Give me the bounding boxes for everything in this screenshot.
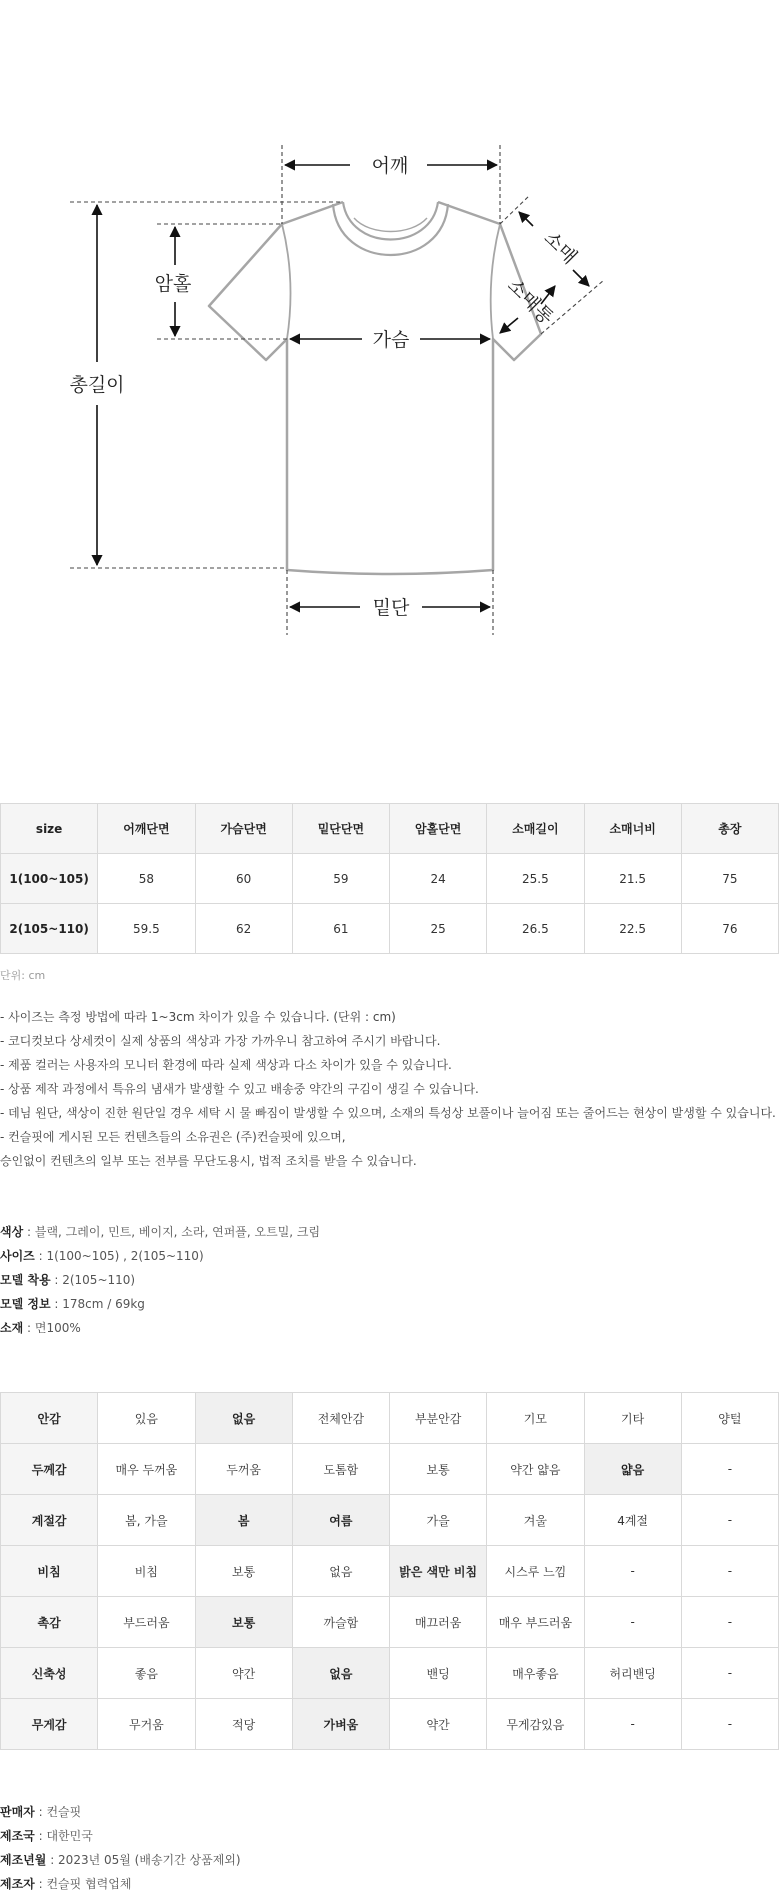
info-value: : 컨슬핏 협력업체 xyxy=(34,1877,132,1891)
tshirt-size-diagram xyxy=(0,0,780,800)
feel-label-cell: 비침 xyxy=(1,1546,98,1597)
feel-option-cell-selected: 밝은 색만 비침 xyxy=(390,1546,487,1597)
feel-option-cell: 있음 xyxy=(98,1393,195,1444)
table-row xyxy=(1,1495,779,1546)
table-row xyxy=(1,1597,779,1648)
size-table-header xyxy=(1,804,779,854)
feel-option-cell: 매우 두꺼움 xyxy=(98,1444,195,1495)
size-value-cell: 59 xyxy=(292,854,389,904)
feel-option-cell: 4계절 xyxy=(584,1495,681,1546)
feel-label-cell: 촉감 xyxy=(1,1597,98,1648)
size-value-cell: 26.5 xyxy=(487,904,584,954)
tshirt-outline xyxy=(209,202,541,574)
size-name-cell: 2(105~110) xyxy=(1,904,98,954)
info-line xyxy=(0,1824,241,1848)
label-hem: 밑단 xyxy=(372,597,410,619)
feel-option-cell: 매끄러움 xyxy=(390,1597,487,1648)
feel-option-cell: 까슬함 xyxy=(292,1597,389,1648)
feel-option-cell: 보통 xyxy=(195,1546,292,1597)
size-value-cell: 24 xyxy=(390,854,487,904)
feel-option-cell-selected: 가벼움 xyxy=(292,1699,389,1750)
label-total-length: 총길이 xyxy=(69,374,125,396)
feel-option-cell-selected: 없음 xyxy=(292,1648,389,1699)
label-chest: 가슴 xyxy=(372,329,410,351)
feel-option-cell: 비침 xyxy=(98,1546,195,1597)
feel-option-cell-selected: 봄 xyxy=(195,1495,292,1546)
feel-option-cell: 부드러움 xyxy=(98,1597,195,1648)
table-row xyxy=(1,854,779,904)
size-value-cell: 22.5 xyxy=(584,904,681,954)
size-value-cell: 21.5 xyxy=(584,854,681,904)
size-header-cell: size xyxy=(1,804,98,854)
info-value: : 블랙, 그레이, 민트, 베이지, 소라, 연퍼플, 오트밀, 크림 xyxy=(23,1225,321,1239)
size-value-cell: 25.5 xyxy=(487,854,584,904)
feel-option-cell: 약간 xyxy=(195,1648,292,1699)
feel-label-cell: 두께감 xyxy=(1,1444,98,1495)
feel-option-cell: 양털 xyxy=(681,1393,778,1444)
size-header-cell: 암홀단면 xyxy=(390,804,487,854)
feel-option-cell-selected: 여름 xyxy=(292,1495,389,1546)
table-row xyxy=(1,1699,779,1750)
note-line: - 데님 원단, 색상이 진한 원단일 경우 세탁 시 물 빠짐이 발생할 수 있으며, 소재의 특성상 보풀이나 늘어짐 또는 줄어드는 현상이 발생할 수 있습니다. xyxy=(0,1106,776,1120)
table-row xyxy=(1,1444,779,1495)
feel-option-cell: 매우좋음 xyxy=(487,1648,584,1699)
info-value: : 2(105~110) xyxy=(50,1273,136,1287)
feel-option-cell: 좋음 xyxy=(98,1648,195,1699)
feel-option-cell: - xyxy=(681,1597,778,1648)
feel-option-cell: 약간 얇음 xyxy=(487,1444,584,1495)
info-line xyxy=(0,1244,320,1268)
info-value: : 1(100~105) , 2(105~110) xyxy=(34,1249,204,1263)
info-value: : 컨슬핏 xyxy=(34,1805,82,1819)
info-label: 제조국 xyxy=(0,1829,35,1843)
size-value-cell: 60 xyxy=(195,854,292,904)
size-table xyxy=(0,803,779,954)
feel-option-cell: 매우 부드러움 xyxy=(487,1597,584,1648)
note-line: - 컨슬핏에 게시된 모든 컨텐츠들의 소유권은 (주)컨슬핏에 있으며, xyxy=(0,1130,346,1144)
seller-info xyxy=(0,1800,241,1896)
feel-option-cell: 겨울 xyxy=(487,1495,584,1546)
size-value-cell: 61 xyxy=(292,904,389,954)
feel-option-cell: 부분안감 xyxy=(390,1393,487,1444)
size-value-cell: 59.5 xyxy=(98,904,195,954)
info-label: 제조년월 xyxy=(0,1853,47,1867)
sleeve-width-arrow-down xyxy=(500,318,518,333)
info-value: : 178cm / 69kg xyxy=(50,1297,145,1311)
info-value: : 면100% xyxy=(23,1321,81,1335)
size-value-cell: 62 xyxy=(195,904,292,954)
product-info xyxy=(0,1220,320,1340)
table-row xyxy=(1,1648,779,1699)
label-sleeve-width: 소매통 xyxy=(502,274,558,330)
size-value-cell: 25 xyxy=(390,904,487,954)
feel-option-cell: - xyxy=(681,1495,778,1546)
feel-option-cell: - xyxy=(584,1597,681,1648)
feel-option-cell: 보통 xyxy=(390,1444,487,1495)
notes-list xyxy=(0,1005,776,1173)
feel-option-cell: 봄, 가을 xyxy=(98,1495,195,1546)
size-value-cell: 76 xyxy=(681,904,778,954)
info-line xyxy=(0,1800,241,1824)
info-value: : 대한민국 xyxy=(34,1829,93,1843)
size-value-cell: 58 xyxy=(98,854,195,904)
feel-option-cell-selected: 보통 xyxy=(195,1597,292,1648)
feel-label-cell: 계절감 xyxy=(1,1495,98,1546)
guide-lines xyxy=(70,145,604,635)
info-label: 색상 xyxy=(0,1225,24,1239)
feel-option-cell: - xyxy=(681,1546,778,1597)
size-header-cell: 소매길이 xyxy=(487,804,584,854)
feel-option-cell: 무거움 xyxy=(98,1699,195,1750)
note-line: - 코디컷보다 상세컷이 실제 상품의 색상과 가장 가까우니 참고하여 주시기 바랍니다. xyxy=(0,1034,441,1048)
note-line: 승인없이 컨텐츠의 일부 또는 전부를 무단도용시, 법적 조치를 받을 수 있습니다. xyxy=(0,1154,417,1168)
info-label: 판매자 xyxy=(0,1805,35,1819)
size-header-cell: 소매너비 xyxy=(584,804,681,854)
feel-option-cell: 기모 xyxy=(487,1393,584,1444)
feel-option-cell: 밴딩 xyxy=(390,1648,487,1699)
info-line xyxy=(0,1848,241,1872)
info-line xyxy=(0,1292,320,1316)
feel-label-cell: 무게감 xyxy=(1,1699,98,1750)
feel-option-cell-selected: 얇음 xyxy=(584,1444,681,1495)
sleeve-arrow-up xyxy=(519,212,533,226)
info-label: 제조자 xyxy=(0,1877,35,1891)
feel-option-cell: - xyxy=(681,1444,778,1495)
size-header-cell: 총장 xyxy=(681,804,778,854)
feel-option-cell: 기타 xyxy=(584,1393,681,1444)
feel-option-cell: - xyxy=(681,1699,778,1750)
feel-option-cell: 허리밴딩 xyxy=(584,1648,681,1699)
info-label: 모델 착용 xyxy=(0,1273,51,1287)
unit-note: 단위: cm xyxy=(0,969,46,982)
size-header-cell: 어깨단면 xyxy=(98,804,195,854)
info-value: : 2023년 05월 (배송기간 상품제외) xyxy=(46,1853,241,1867)
info-label: 소재 xyxy=(0,1321,24,1335)
feel-option-cell: 전체안감 xyxy=(292,1393,389,1444)
feel-option-cell: - xyxy=(584,1546,681,1597)
info-line xyxy=(0,1220,320,1244)
feel-option-cell-selected: 없음 xyxy=(195,1393,292,1444)
size-header-cell: 가슴단면 xyxy=(195,804,292,854)
feel-option-cell: 적당 xyxy=(195,1699,292,1750)
label-sleeve: 소매 xyxy=(539,226,582,269)
table-row xyxy=(1,904,779,954)
feel-option-cell: 무게감있음 xyxy=(487,1699,584,1750)
info-label: 사이즈 xyxy=(0,1249,35,1263)
label-shoulder: 어깨 xyxy=(371,155,409,177)
note-line: - 제품 컬러는 사용자의 모니터 환경에 따라 실제 색상과 다소 차이가 있을 수 있습니다. xyxy=(0,1058,452,1072)
info-label: 모델 정보 xyxy=(0,1297,51,1311)
feel-option-cell: - xyxy=(681,1648,778,1699)
feel-option-cell: 두꺼움 xyxy=(195,1444,292,1495)
feel-option-cell: 도톰함 xyxy=(292,1444,389,1495)
sleeve-arrow-down xyxy=(573,270,589,286)
feel-option-cell: 시스루 느낌 xyxy=(487,1546,584,1597)
info-line xyxy=(0,1872,241,1896)
size-value-cell: 75 xyxy=(681,854,778,904)
size-name-cell: 1(100~105) xyxy=(1,854,98,904)
info-line xyxy=(0,1316,320,1340)
table-row xyxy=(1,1546,779,1597)
fabric-feel-table xyxy=(0,1392,779,1750)
info-line xyxy=(0,1268,320,1292)
note-line: - 사이즈는 측정 방법에 따라 1~3cm 차이가 있을 수 있습니다. (단위 : cm) xyxy=(0,1010,396,1024)
feel-option-cell: 가을 xyxy=(390,1495,487,1546)
feel-label-cell: 안감 xyxy=(1,1393,98,1444)
feel-option-cell: 약간 xyxy=(390,1699,487,1750)
feel-label-cell: 신축성 xyxy=(1,1648,98,1699)
note-line: - 상품 제작 과정에서 특유의 냄새가 발생할 수 있고 배송중 약간의 구김이 생길 수 있습니다. xyxy=(0,1082,479,1096)
table-row xyxy=(1,1393,779,1444)
feel-option-cell: 없음 xyxy=(292,1546,389,1597)
label-armhole: 암홀 xyxy=(154,273,192,295)
size-header-cell: 밑단단면 xyxy=(292,804,389,854)
feel-option-cell: - xyxy=(584,1699,681,1750)
